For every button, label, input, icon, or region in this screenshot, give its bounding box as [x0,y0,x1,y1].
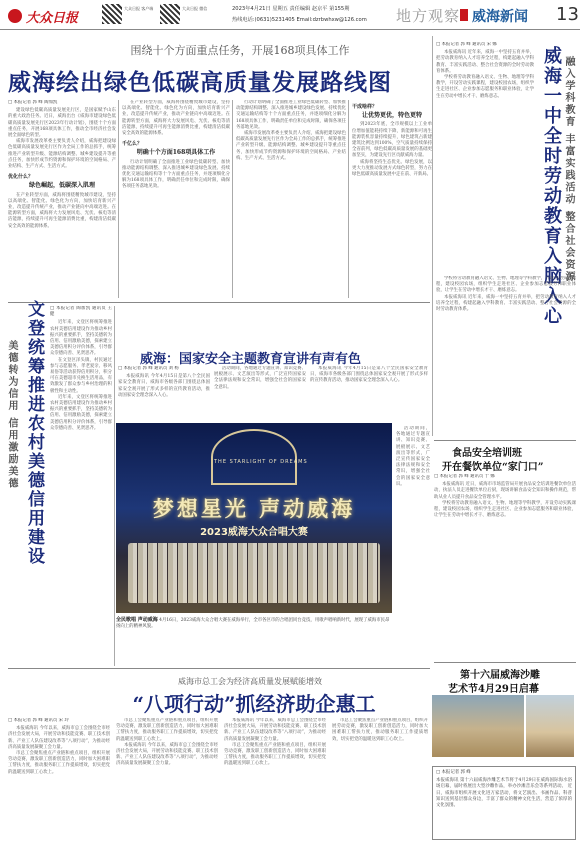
logo-emblem-icon [8,9,22,23]
sand-headline: 第十六届威海沙雕 [460,670,540,681]
lead-paragraph: 建设绿色低碳高质量发展先行区，是国家赋予山东的重大政治任务。近日，威海出台《威海市建设绿色低碳高质量发展先行区2023年行动计划》，围绕十个方面重点任务，开展168项具体工作，推动全市经济社会发展全面绿色转型。 [8,108,116,139]
lead-paragraph: 在产业转型方面，威海将围绕精致城市建设，坚持以高端化、智能化、绿色化为方向，加快培育新兴产业，改造提升传统产业，推动产业链向中高端迈进。在能源转型方面，威海将大力发展风电、光伏、核电等清洁能源，持续提升可再生能源消费比重，构建清洁低碳安全高效的能源体系。 [8,192,116,229]
culture-note-text: 近日，威海市组织开展文化进万家活动，将文艺演出、书画作品、科普知识送到基层群众身边，丰富了群众的精神文化生活，营造了浓厚的文化氛围。 [436,784,572,809]
bottom-paragraph: 市总工会聚焦重点产业链和重点项目，组织开展劳动竞赛，激发职工创新创造活力，同时加大困难职工帮扶力度，推动服务职工工作提质增效，切实把党的温暖送到职工心坎上。 [8,751,110,775]
food-byline: □ 本报记者 郭 峰 通讯员 于 娜 [434,474,495,479]
education-paragraph: 本报威海讯 近年来，威海一中坚持五育并举，把劳动教育纳入人才培养全过程，构建起融入学科教育、丰富实践活动、整合社会资源的全时劳动教育体系。 [436,294,576,313]
section-divider [434,662,576,663]
choir-members [128,543,380,603]
wendeng-byline: □ 本报记者 陶加凯 通讯员 王 健 [50,306,112,318]
wendeng-paragraph: 近年来，文登区将统筹推进农村美德信用建设作为推动乡村振兴的重要抓手，坚持美德转为信用、信用激励美德，探索建立美德信用积分评价体系，引导群众崇德向善、见贤思齐。 [50,320,112,357]
education-byline: □ 本报记者 郭 峰 通讯员 宋 娜 [436,42,497,47]
wendeng-column [50,306,112,666]
lead-paragraph: 威海市发展改革委主要负责人介绍，威海把建设绿色低碳高质量发展先行区作为全局工作的总抓手，统筹推进产业转型升级、能源结构调整、城乡建设提升等重点任务，加快形成节约资源和保护环境的空间格局、产业结构、生产方式、生活方式。 [236,131,346,161]
paper-logo [8,6,104,26]
lead-subhead: 优化什么？ [8,174,34,181]
security-column-1 [118,366,210,420]
lead-column-4 [352,100,432,298]
lead-byline: □ 本报记者 郭 峰 陶加凯 [8,100,58,105]
wendeng-paragraph: 近年来，文登区将统筹推进农村美德信用建设作为推动乡村振兴的重要抓手，坚持美德转为信用、信用激励美德，探索建立美德信用积分评价体系，引导群众崇德向善、见贤思齐。 [50,394,112,431]
photo-caption [116,617,392,630]
bottom-paragraph: 市总工会聚焦重点产业链和重点项目，组织开展劳动竞赛，激发职工创新创造活力，同时加大困难职工帮扶力度，推动服务职工工作提质增效，切实把党的温暖送到职工心坎上。 [116,718,218,742]
wendeng-subhead: 美德转为信用 信用激励美德 [6,340,17,490]
culture-note-box [432,766,576,840]
bottom-column-3 [224,718,326,842]
education-column-2 [436,276,576,436]
security-column-4 [396,426,430,662]
bottom-column-2 [116,718,218,842]
education-column-1 [436,42,534,272]
sand-subheadline: 艺术节4月29日启幕 [448,684,539,695]
section-divider [8,302,430,303]
food-paragraph: 学校将劳动教育融入语文、生物、地理等学科教学，开设劳动实践课程，建设校园农场，组织学生走进社区、企业参加志愿服务和职业体验，让学生在劳动中增长才干、磨炼意志。 [434,500,576,519]
caption-title: 全民歌唱 声动威海 [116,617,158,623]
education-headline: 威海一中全时劳动教育入脑入心 [541,46,562,326]
paper-name: 大众日报 [26,10,79,26]
bottom-paragraph: 本报威海讯 今年以来，威海市总工会围绕全市经济社会发展大局，开展劳动和技能竞赛、职工技术创新、产业工人队伍建设改革等“八项行动”，为推动经济高质量发展凝聚工会力量。 [116,742,218,767]
lead-column-3 [236,100,346,298]
security-column-2 [214,366,306,420]
bottom-headline: “八项行动”抓经济助企惠工 [132,692,376,716]
bottom-byline: □ 本报记者 郭 峰 通讯员 宋 玲 [8,718,69,723]
bottom-column-4 [332,718,428,842]
security-paragraph: 本报威海讯 今年4月15日是第八个全民国家安全教育日，威海市各级各部门围绕总体国家安全观开展了形式多样的宣传教育活动，推动国家安全理念深入人心。 [118,374,210,398]
column-divider [232,100,233,298]
lead-column-1 [8,100,116,298]
bottom-paragraph: 市总工会聚焦重点产业链和重点项目，组织开展劳动竞赛，激发职工创新创造活力，同时加大困难职工帮扶力度，推动服务职工工作提质增效，切实把党的温暖送到职工心坎上。 [224,742,326,767]
education-paragraph: 学校将劳动教育融入语文、生物、地理等学科教学，开设劳动实践课程，建设校园农场，组织学生走进社区、企业参加志愿服务和职业体验，让学生在劳动中增长才干、磨炼意志。 [436,276,576,294]
lead-column-2 [122,100,230,298]
sand-sculpture-photo [432,695,524,757]
stage-arch-icon [211,429,297,485]
photo-stage-text: THE STARLIGHT OF DREAMS [214,459,308,465]
lead-subhead: 干成啥样？ [352,104,378,110]
food-column [434,474,576,660]
security-column-3 [310,366,428,420]
lead-subhead: 千亿么？ [122,141,143,148]
bottom-column-1 [8,718,110,842]
column-divider [114,306,115,666]
lead-paragraph: 威海市发展改革委主要负责人介绍，威海把建设绿色低碳高质量发展先行区作为全局工作的总抓手，统筹推进产业转型升级、能源结构调整、城乡建设提升等重点任务，加快形成节约资源和保护环境的空间格局、产业结构、生产方式、生活方式。 [8,139,116,170]
page-number: 13 [556,4,579,25]
bottom-deck: 威海市总工会为经济高质量发展赋能增效 [178,677,322,686]
edition-name: 威海新闻 [472,9,528,25]
issue-info: 2023年4月21日 星期五 责任编辑 赵京平 第155期 [232,6,350,12]
lead-paragraph: 威海将坚持生态优先、绿色发展，以更大力度推动发展方式绿色转型，努力在绿色低碳高质量发展中走在前、开新局。 [352,159,432,178]
section-name: 地方观察 [396,7,461,25]
choir-photo [116,423,392,613]
section-divider [434,440,576,441]
qr-caption: 大众日报 微信 [182,6,208,11]
sand-sculpture-photo [526,695,574,757]
masthead [0,0,580,30]
food-headline: 食品安全培训班 [452,448,522,459]
security-headline: 威海：国家安全主题教育宣讲有声有色 [140,352,362,367]
caption-body: 4月16日，2023威海大众合唱大赛在威海举行，全市各区市的合唱团同台竞技，用歌声唱响新时代，展现了威海市民昂扬向上的精神风貌。 [116,618,390,629]
bottom-paragraph: 本报威海讯 今年以来，威海市总工会围绕全市经济社会发展大局，开展劳动和技能竞赛、职工技术创新、产业工人队伍建设改革等“八项行动”，为推动经济高质量发展凝聚工会力量。 [8,726,110,750]
lead-paragraph: 在产业转型方面，威海将围绕精致城市建设，坚持以高端化、智能化、绿色化为方向，加快培育新兴产业，改造提升传统产业，推动产业链向中高端迈进。在能源转型方面，威海将大力发展风电、光伏、核电等清洁能源，持续提升可再生能源消费比重，构建清洁低碳安全高效的能源体系。 [122,100,230,137]
qr-code-icon [160,4,180,24]
security-byline: □ 本报记者 郭 峰 通讯员 刘 杨 [118,366,179,371]
wendeng-paragraph: 在文登区泽头镇，村民通过参与志愿服务、孝老爱亲、移风易俗等活动获得信用积分，积分可在美德超市兑换生活用品，有效激发了群众参与乡村治理的积极性和主动性。 [50,357,112,394]
lead-subhead-title: 明确十个方面168项具体工作 [136,149,216,157]
photo-event-title: 2023威海大众合唱大赛 [200,527,308,538]
sand-byline: □ 本报记者 郭 峰 [436,770,471,775]
sand-paragraph: 本报威海讯 第十六届威海沙雕艺术节将于4月29日在威海国际海水浴场启幕，届时将展出大型沙雕作品，举办沙滩音乐会等系列活动。 [436,778,572,790]
security-paragraph: 活动期间，各地通过专题宣讲、知识竞赛、展板展示、文艺演出等形式，广泛宣传国家安全法律法规和安全常识，增强全社会的国家安全意识。 [396,426,430,487]
lead-paragraph: 行动计划明确了全面推进工业绿色低碳转型、加快推动能源结构调整、深入推进城乡建设绿色发展、持续优化交通运输结构等十个方面重点任务，并逐项细化分解为168项具体工作，明确责任单位和完成时限，确保各项任务落地见效。 [236,100,346,130]
lead-subhead-title: 让优势更优，特色更特 [361,112,422,120]
lead-deck: 围绕十个方面重点任务，开展168项具体工作 [130,44,350,57]
lead-headline: 威海绘出绿色低碳高质量发展路线图 [8,69,392,96]
wendeng-headline: 文登统筹推进农村美德信用建设 [24,300,44,566]
food-paragraph: 本报威海讯 近日，威海市市场监管局开展食品安全培训进餐饮单位活动，执法人员走进餐饮单位后厨，现场讲解食品安全知识和操作规范，帮助从业人员提升食品安全管理水平。 [434,482,576,500]
bottom-paragraph: 本报威海讯 今年以来，威海市总工会围绕全市经济社会发展大局，开展劳动和技能竞赛、职工技术创新、产业工人队伍建设改革等“八项行动”，为推动经济高质量发展凝聚工会力量。 [224,718,326,742]
qr-code-icon [102,4,122,24]
food-subheadline: 开在餐饮单位“家门口” [442,462,544,473]
column-divider [432,36,433,436]
bottom-paragraph: 市总工会聚焦重点产业链和重点项目，组织开展劳动竞赛，激发职工创新创造活力，同时加大困难职工帮扶力度，推动服务职工工作提质增效，切实把党的温暖送到职工心坎上。 [332,718,428,742]
education-paragraph: 本报威海讯 近年来，威海一中坚持五育并举，把劳动教育纳入人才培养全过程，构建起融入学科教育、丰富实践活动、整合社会资源的全时劳动教育体系。 [436,50,534,74]
qr-caption: 大众日报 客户端 [124,6,154,11]
photo-banner-text: 梦想星光 声动威海 [152,496,356,521]
column-divider [118,100,119,298]
section-marker-icon [460,9,468,21]
section-divider [8,668,430,669]
lead-subhead-title: 绿色崛起，低碳深入肌理 [28,182,95,190]
lead-paragraph: 到2023年底，全市规模以上工业单位增加值能耗持续下降，新能源和可再生能源装机容量持续提升，绿色建筑占新建建筑比例达到100%，空气质量持续保持全省前列，绿色低碳高质量发展的基础更加坚实，为建设先行区贡献威海力量。 [352,122,432,159]
lead-paragraph: 行动计划明确了全面推进工业绿色低碳转型、加快推动能源结构调整、深入推进城乡建设绿色发展、持续优化交通运输结构等十个方面重点任务，并逐项细化分解为168项具体工作，明确责任单位和完成时限，确保各项任务落地见效。 [122,159,230,190]
education-subhead: 融入学科教育 丰富实践活动 整合社会资源 [563,56,574,283]
security-paragraph: 活动期间，各地通过专题宣讲、知识竞赛、展板展示、文艺演出等形式，广泛宣传国家安全法律法规和安全常识，增强全社会的国家安全意识。 [214,366,306,390]
security-paragraph: 本报威海讯 今年4月15日是第八个全民国家安全教育日，威海市各级各部门围绕总体国家安全观开展了形式多样的宣传教育活动，推动国家安全理念深入人心。 [310,366,428,384]
column-divider [348,100,349,298]
contact-info: 热线电话:(0631)5231405 Email:dzrbwhxw@126.com [232,17,367,23]
education-paragraph: 学校将劳动教育融入语文、生物、地理等学科教学，开设劳动实践课程，建设校园农场，组织学生走进社区、企业参加志愿服务和职业体验，让学生在劳动中增长才干、磨炼意志。 [436,75,534,99]
